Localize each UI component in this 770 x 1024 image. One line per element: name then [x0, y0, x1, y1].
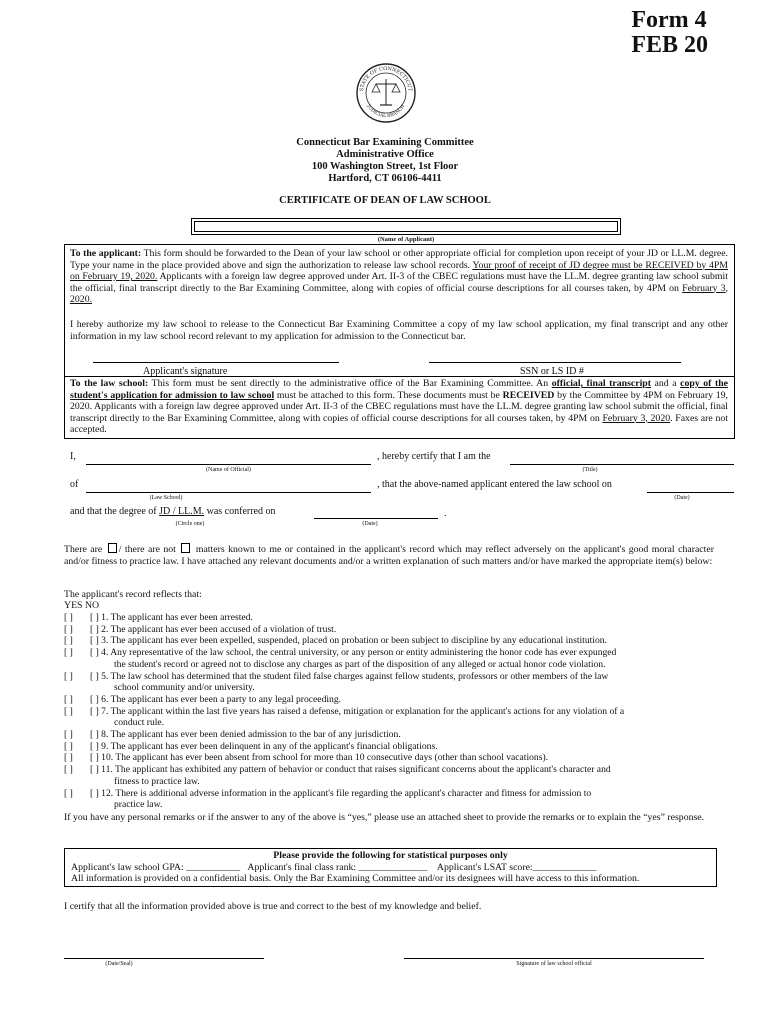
- applicant-name-caption: (Name of Applicant): [377, 236, 435, 243]
- conferred-date-caption: (Date): [362, 521, 378, 527]
- statistics-heading: Please provide the following for statistical purposes only: [273, 850, 508, 861]
- certify-text: , hereby certify that I am the: [377, 451, 491, 462]
- applicant-text1: This form should be forwarded to the Dean of your law school or other appropriate official for completion upon receipt of your JD or LL.M. degree. Type your name in the place provided above and sign the authorization to release law school records.: [70, 248, 728, 271]
- law-school-line[interactable]: [86, 492, 371, 493]
- there-are-label: There are: [64, 544, 103, 555]
- office-street: 100 Washington Street, 1st Floor: [311, 161, 459, 172]
- record-item-text[interactable]: [ ] 5. The law school has determined that the student filed false charges against fellow students, professors or other members of the law: [90, 670, 609, 682]
- svg-text:JUDICIAL BRANCH: JUDICIAL BRANCH: [365, 104, 407, 120]
- statistics-row: [65, 862, 716, 874]
- date-seal-line[interactable]: [64, 958, 264, 959]
- form-number: Form 4: [631, 7, 707, 33]
- school-text3: must be attached to this form. These documents must be: [274, 389, 503, 401]
- record-item-text[interactable]: [ ] 7. The applicant within the last five years has raised a defense, mitigation or explanation for the applicant's actions for any violation of a: [90, 705, 625, 717]
- record-item: [64, 624, 714, 636]
- record-item: [64, 741, 714, 753]
- form-date: FEB 20: [631, 32, 708, 59]
- yes-checkbox[interactable]: [ ]: [64, 705, 73, 717]
- applicant-instructions: [70, 248, 728, 306]
- confidential-note: All information is provided on a confidential basis. Only the Bar Examining Committee and/or its designees will have access to this information.: [71, 873, 640, 884]
- record-item: [64, 706, 714, 718]
- record-item: [64, 694, 714, 706]
- record-item-text[interactable]: [ ] 10. The applicant has ever been absent from school for more than 10 consecutive days (other than school vacations).: [90, 752, 549, 764]
- school-lead: To the law school:: [70, 378, 149, 389]
- date-seal-caption: (Date/Seal): [105, 961, 133, 967]
- yes-checkbox[interactable]: [ ]: [64, 612, 73, 623]
- yes-checkbox[interactable]: [ ]: [64, 635, 73, 647]
- record-item-text[interactable]: [ ] 9. The applicant has ever been delinquent in any of the applicant's financial obligations.: [90, 740, 438, 752]
- yes-no-header: YES NO: [64, 600, 100, 611]
- office-city: Hartford, CT 06106-4411: [328, 173, 442, 184]
- title-caption: (Title): [582, 467, 598, 473]
- yes-checkbox[interactable]: [ ]: [64, 647, 73, 659]
- ssn-label: SSN or LS ID #: [520, 366, 584, 377]
- record-item: [64, 671, 714, 683]
- committee-name: Connecticut Bar Examining Committee: [296, 137, 474, 148]
- yes-checkbox[interactable]: [ ]: [64, 752, 73, 764]
- record-item-continuation: fitness to practice law.: [114, 775, 200, 787]
- yes-checkbox[interactable]: [ ]: [64, 740, 73, 752]
- there-are-not-label: / there are not: [118, 544, 176, 555]
- record-item: [64, 612, 714, 624]
- period: .: [444, 508, 447, 519]
- there-are-not-checkbox[interactable]: [181, 543, 190, 553]
- yes-checkbox[interactable]: [ ]: [64, 787, 73, 799]
- record-item-text[interactable]: [ ] 2. The applicant has ever been accused of a violation of trust.: [90, 623, 337, 635]
- record-item: [64, 788, 714, 800]
- record-item-text[interactable]: [ ] 11. The applicant has exhibited any pattern of behavior or conduct that raises significant concerns about the applicant's character and: [90, 764, 611, 776]
- record-item-text[interactable]: [ ] 4. Any representative of the law school, the central university, or any person or entity administering the honor code has ever expunged: [90, 647, 617, 659]
- svg-text:STATE OF CONNECTICUT: STATE OF CONNECTICUT: [359, 65, 413, 92]
- section-divider: [65, 376, 734, 377]
- school-transcript: official, final transcript: [551, 378, 652, 389]
- school-text2: and a: [651, 378, 681, 389]
- matters-text: matters known to me or contained in the applicant's record which may reflect adversely on the applicant's good moral character and/or fitness to practice law. I have attached any relevant documents and/or a written explanation of such matters and/or have marked the appropriate item(s) below:: [64, 544, 714, 567]
- state-seal-icon: [355, 62, 417, 124]
- official-name-caption: (Name of Official): [206, 467, 251, 473]
- record-item-continuation: school community and/or university.: [114, 682, 255, 694]
- record-item: [64, 647, 714, 659]
- applicant-signature-label: Applicant's signature: [143, 366, 228, 377]
- there-are-checkbox[interactable]: [108, 543, 117, 553]
- entered-date-caption: (Date): [674, 495, 690, 501]
- office-name: Administrative Office: [336, 149, 434, 160]
- conferred-date-line[interactable]: [314, 518, 438, 519]
- record-item: [64, 729, 714, 741]
- official-signature-line[interactable]: [404, 958, 704, 959]
- statistics-box: [64, 848, 717, 887]
- school-application-copy: copy of the student's application for admission to law school: [70, 378, 729, 401]
- yes-checkbox[interactable]: [ ]: [64, 670, 73, 682]
- of-label: of: [70, 479, 79, 490]
- applicant-lead: To the applicant:: [70, 248, 142, 259]
- degree-options[interactable]: JD / LL.M.: [159, 506, 205, 517]
- record-item-continuation: practice law.: [114, 799, 163, 811]
- form-number-block: [631, 8, 708, 58]
- record-item-text[interactable]: [ ] 3. The applicant has ever been expelled, suspended, placed on probation or been subject to discipline by any educational institution.: [90, 635, 607, 647]
- applicant-text2: Applicants with a foreign law degree approved under Art. II-3 of the CBEC regulations must have the LL.M. degree granting law school submit the official, final transcript directly to the Bar Examining Committee, along with copies of official course descriptions for all courses taken, by 4PM on: [70, 271, 728, 294]
- degree-text: [70, 506, 276, 517]
- i-label: I,: [70, 451, 76, 462]
- rank-field[interactable]: Applicant's final class rank: ______________: [247, 861, 428, 873]
- conferred-label: was conferred on: [204, 506, 276, 517]
- lsat-field[interactable]: Applicant's LSAT score:_____________: [436, 861, 597, 873]
- circle-one-caption: (Circle one): [175, 521, 205, 527]
- entered-date-line[interactable]: [647, 492, 734, 493]
- authorization-text: I hereby authorize my law school to release to the Connecticut Bar Examining Committee a copy of my law school application, my final transcript and any other information in my law school record relevant to my application for admission to the Connecticut bar.: [70, 319, 728, 342]
- final-certify-text: I certify that all the information provided above is true and correct to the best of my knowledge and belief.: [64, 901, 482, 912]
- ssn-line[interactable]: [429, 362, 681, 363]
- record-item-text[interactable]: [ ] 1. The applicant has ever been arrested.: [90, 612, 253, 623]
- record-item-text[interactable]: [ ] 6. The applicant has ever been a party to any legal proceeding.: [90, 693, 342, 705]
- record-item: [64, 764, 714, 776]
- applicant-name-field[interactable]: [191, 218, 621, 235]
- title-line[interactable]: [510, 464, 734, 465]
- school-text4: by the Committee by 4PM on February 19, 2020. Applicants with a foreign law degree approved under Art. II-3 of the CBEC regulations must have the LL.M. degree granting law school submit the official, final transcript directly to the Bar Examining Committee, along with copies of official course descriptions for all courses taken, by 4PM on: [70, 389, 728, 424]
- record-item: [64, 752, 714, 764]
- record-item-text[interactable]: [ ] 8. The applicant has ever been denied admission to the bar of any jurisdiction.: [90, 729, 401, 741]
- record-item-text[interactable]: [ ] 12. There is additional adverse information in the applicant's file regarding the applicant's character and fitness for admission to: [90, 787, 592, 799]
- gpa-field[interactable]: Applicant's law school GPA: ___________: [71, 861, 241, 873]
- degree-label: and that the degree of: [70, 506, 160, 517]
- applicant-deadline: Your proof of receipt of JD degree must be RECEIVED by 4PM on February 19, 2020.: [70, 259, 728, 282]
- yes-checkbox[interactable]: [ ]: [64, 623, 73, 635]
- applicant-foreign-deadline: February 3, 2020.: [70, 282, 728, 305]
- record-item: [64, 635, 714, 647]
- school-instructions: [70, 378, 728, 436]
- law-school-caption: (Law School): [149, 495, 183, 501]
- page-title: CERTIFICATE OF DEAN OF LAW SCHOOL: [279, 195, 491, 206]
- school-text5: . Faxes are not accepted.: [70, 412, 728, 435]
- record-items-list: [64, 612, 714, 811]
- school-text1: This form must be sent directly to the administrative office of the Bar Examining Committee. An: [148, 378, 552, 389]
- yes-checkbox[interactable]: [ ]: [64, 729, 73, 741]
- instructions-box: [64, 244, 735, 439]
- official-signature-caption: Signature of law school official: [516, 961, 592, 967]
- record-item-continuation: conduct rule.: [114, 717, 165, 729]
- record-item-continuation: the student's record or agreed not to disclose any charges as part of the disposition of any alleged or actual honor code violation.: [114, 658, 606, 670]
- school-deadline: February 3, 2020: [602, 412, 671, 424]
- official-name-line[interactable]: [86, 464, 371, 465]
- matters-statement: [64, 543, 714, 567]
- remarks-text: If you have any personal remarks or if the answer to any of the above is “yes,” please use an attached sheet to provide the remarks or to explain the “yes” response.: [64, 812, 705, 823]
- record-intro: The applicant's record reflects that:: [64, 589, 202, 600]
- applicant-signature-line[interactable]: [93, 362, 339, 363]
- yes-checkbox[interactable]: [ ]: [64, 693, 73, 705]
- yes-checkbox[interactable]: [ ]: [64, 764, 73, 776]
- school-received: RECEIVED: [502, 389, 555, 401]
- entered-text: , that the above-named applicant entered the law school on: [377, 479, 612, 490]
